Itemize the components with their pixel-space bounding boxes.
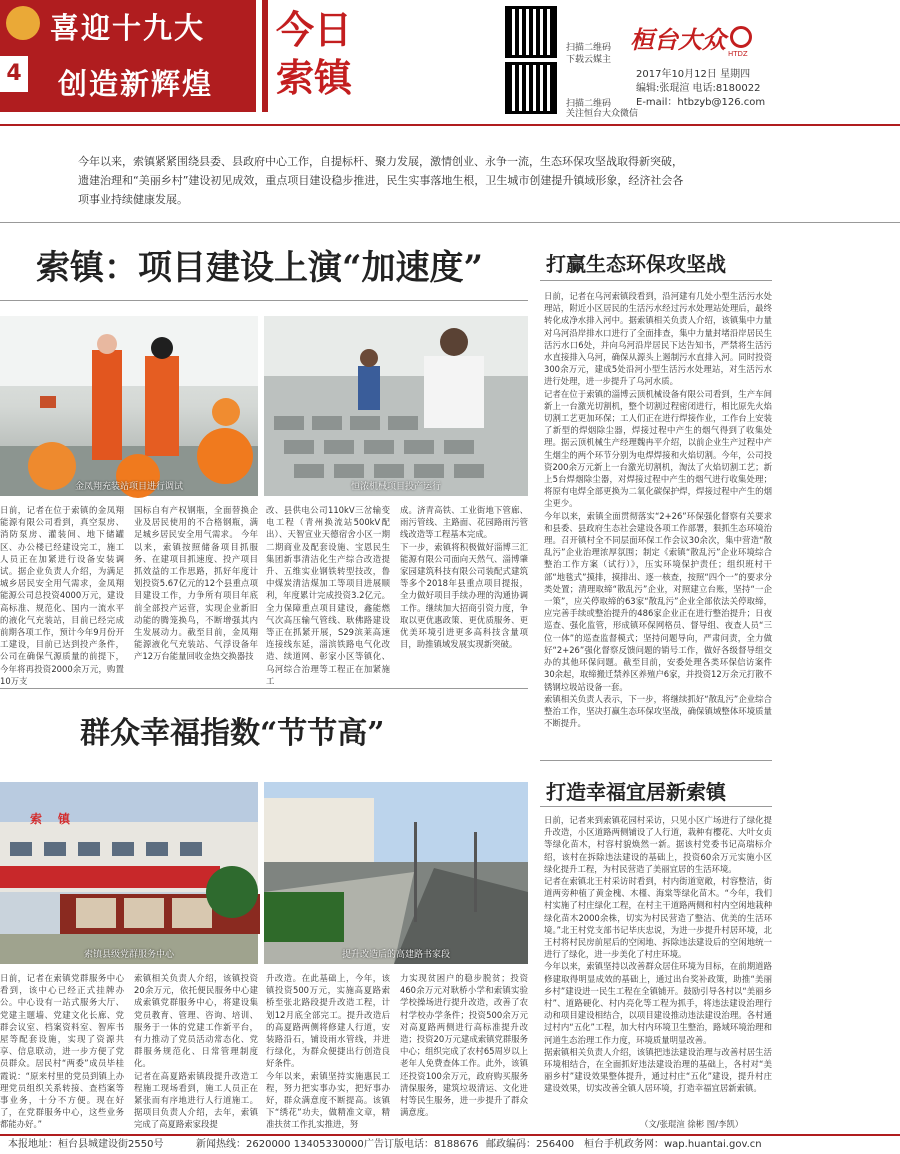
article1-rule bbox=[0, 300, 528, 301]
footer-address: 本报地址：桓台县城建设街2550号 bbox=[8, 1139, 164, 1150]
brand-mark: HTDZ bbox=[728, 50, 748, 58]
article3-photo1 bbox=[0, 782, 258, 964]
slogan-line1: 喜迎十九大 bbox=[50, 11, 206, 45]
qr2-text2: 关注恒台大众微信 bbox=[566, 109, 639, 119]
issue-info bbox=[636, 68, 765, 110]
article4-headline: 打造幸福宜居新索镇 bbox=[546, 780, 726, 804]
article2-rule bbox=[540, 280, 772, 281]
road-photo bbox=[264, 782, 528, 964]
article1-col1: 日前，记者在位于索镇的金凤翔能源有限公司看到，真空泵房、消防泵房、灌装间、地下储罐区、办公楼已经建设完工，施工人员正在加紧进行设备安装调试。据企业负责人介绍，为满足城乡居民安全用气需求，金凤翔能源公司总投资4000万元，建设高标准、规范化、国内一流水平的液化气充装站，目前已经完成前期各项工作，预计今年9月份开工建设，目前已达到投产条件，公司在确保气源质量的前提下，今年将再投资2000余万元，购置10万支 bbox=[0, 505, 124, 686]
qr1-text1: 扫描二维码 bbox=[566, 43, 612, 53]
page-number: 4 bbox=[0, 56, 28, 92]
article1-col4: 成。济青高铁、工业街地下管廊、雨污管线、主路面、花园路雨污管线改造等工程基本完成。 下一步，索镇将积极做好淄博三汇能源有限公司面向天然气、淄博肇家园建筑科技有限公司装配式建筑等多个2018年县重点项目提报，全力做好项目手续办理的沟通协调工作。继续加大招商引资力度，争取以更优惠政策、更优质服务、更优美环境引进更多高科技含量项目，助推镇域发展实现新突破。 bbox=[400, 505, 528, 650]
article4-body: 日前，记者来到索镇花园村采访，只见小区广场进行了绿化提升改造，小区道路两侧铺设了人行道，栽种有樱花、大叶女贞等绿化苗木，村容村貌焕然一新。据该村党委书记高瑞标介绍，该村在拆除违法建设的基础上，投资60余万元实施小区绿化提升工程，为村民营造了美丽宜居的生活环境。 记者在索镇北王村采访时看到，村内街道宽敞，村容整洁，街道两旁种植了黄金槐、木槿、海棠等绿化苗木。“今年，我们村实施了村庄绿化工程，在村主干道路两侧和村内空闲地栽种绿化苗木2000余株，切实为村民营造了整洁、优美的生活环境。”北王村党支部书记毕庆忠说，为进一步提升村居环境，北王村将村民房前屋后的空闲地、拆除违法建设后的空闲地统一进行了绿化，进一步美化了村庄环境。 今年以来，索镇坚持以改善群众居住环境为目标，在前期道路修建取得明显成效的基础上，通过出台奖补政策，助推“美丽乡村”建设进一民生工程在全镇铺开。鼓励引导各村以“美丽乡村”、道路硬化、村内亮化等工程为抓手，将违法建设治理行动和项目建设相结合，以项目建设推动违法建设治理。各村通过村内“五化”工程，加大村内环境卫生整治，路域环境治理和河道生态治理工作力度，环境质量明显改善。 据索镇相关负责人介绍，该镇把违法建设治理与改善村居生活环境相结合，在全面抓好违法建设治理的基础上，各村对“美丽乡村”建设效果整体提升，通过村庄“五化”建设，提升村庄建设效果，切实改善全镇人居环境，打造幸福宜居新索镇。 bbox=[544, 815, 772, 1094]
article4-top-rule bbox=[540, 760, 772, 761]
header-divider bbox=[0, 124, 900, 126]
article1-col2: 国标自有产权钢瓶，全面替换企业及居民使用的不合格钢瓶，满足城乡居民安全用气需求。 今年以来，索镇按照储备项目抓服务、在建项目抓速度、投产项目抓效益的工作思路，抓好年度计划投资5.67亿元的12个县重点项目建设工作，力争所有项目年底前全部投产运营，实现企业新旧动能的腾笼换鸟，不断增强其内生发展动力。截至目前，金凤翔能源液化气充装站、气浮设备年产12万台能量回收金热交换器技 bbox=[134, 505, 258, 662]
footer-mobile-site[interactable]: 桓台手机政务网：wap.huantai.gov.cn bbox=[584, 1139, 762, 1150]
article3-col4: 力实现贫困户的稳步脱贫；投资460余万元对耿桥小学和索镇实验学校操场进行提升改造，改善了农村学校办学条件；投资500余万元对高夏路两侧进行高标准提升改造；投资20万元建成索镇党群服务中心；组织完成了农村65周岁以上老年人免费查体工作。此外，该镇还投资100余万元，政府购买服务清保服务，建筑垃圾清运、文化进村等民生服务，进一步提升了群众满意度。 bbox=[400, 973, 528, 1118]
intro-divider bbox=[0, 222, 900, 223]
article2-headline: 打赢生态环保攻坚战 bbox=[546, 252, 726, 276]
article3-col1: 日前，记者在索镇党群服务中心看到，该中心已经正式挂牌办公。中心设有一站式服务大厅、党建主题墙、党建文化长廊、党群会议室、档案资料室、智库书屋等配套设施，实现了资源共享、信息联动，进一步方便了党员群众。居民村“两委”成员毕桂霞说：“原来村里的党员到镇上办理党员组织关系转接、查档案等事业务，十分不方便。现在好了，在党群服务中心，这些业务都能办好。” bbox=[0, 973, 124, 1130]
slogan-line2: 创造新辉煌 bbox=[58, 67, 214, 101]
article2-body: 日前，记者在乌河索镇段看到，沿河建有几处小型生活污水处理站，附近小区居民的生活污水经过污水处理站处理后，最终转化成净水排入河中。据索镇相关负责人介绍，该镇集中力量对乌河沿岸排水口进行了全面排查，集中力量封堵沿岸居民生活污水口6处，并向乌河沿岸居民下达告知书，严禁将生活污水直接排入乌河，确保从源头上遏制污水直排入河。同时投资300余万元，建成5处沿河小型生活污水处理站，对生活污水进行处理，进一步提升了乌河水质。 记者在位于索镇的淄博云顶机械设备有限公司看到，生产车间新上一台激光切割机，整个切割过程密闭进行，相比原先火焰切割工艺更加环保；工人们正在进行焊接作业，工作台上安装了新型的焊烟除尘器，焊接过程中产生的烟气得到了收集处理。据云顶机械生产经理魏冉平介绍，以前企业生产过程中产生烟尘的两个环节分别为电焊焊接和火焰切割。今年，公司投资200余万元新上一台激光切割机，淘汰了火焰切割工艺；新上5台焊烟除尘器，对焊接过程中产生的烟气进行收集处理；将原有电焊全部更换为二氧化碳保护焊，焊接过程中产生的烟尘更少。 今年以来，索镇全面贯彻落实“2+26”环保强化督察有关要求和县委、县政府生态社会建设各项工作部署，狠抓生态环境治理。召开镇村全不同层面环保工作会议30余次，集中营造“散乱污”企业治理浓厚氛围；制定《索镇“散乱污”企业环境综合整治工作方案（试行）》，压实环境保护责任；组织班村干部“地毯式”摸排，摸排出、逐一核查，按照“四个一”的要求分类处置；清理取缔“散乱污”企业，对照建立台账，坚持“一企一策”，应关停取缔的63家“散乱污”企业全部依法关停取缔，应完善手续或整治提升的486家企业正在进行整治提升；日夜巡查、强化监管，形成镇环保网格员、督导组、夜查人员“三位一体”的巡查监督模式；坚持问题导向，严肃问责，全力做好“2+26”强化督察反馈问题的销号工作，做好各级督导组交办的其他环保问题。截至目前，安委处理各类环保信访案件30余起，取缔搬迁禁养区养殖户6家，并投资12万余元打散不锈钢垃圾站设备一套。 索镇相关负责人表示，下一步，将继续抓好“散乱污”企业综合整治工作，坚决打赢生态环保攻坚战，确保镇域整体环境质量不断提升。 bbox=[544, 291, 772, 729]
article3-top-rule bbox=[0, 688, 528, 689]
article3-photo1-caption: 索镇县级党群服务中心 bbox=[83, 950, 174, 960]
article3-col3: 升改造。在此基础上，今年，该镇投资500万元，实施高夏路索桥至张北路段提升改造工程，计划12月底全部完工。提升改造后的高夏路两侧将修建人行道，安装路沿石，铺设雨水管线，并进行绿化，为群众便捷出行创造良好条件。 今年以来，索镇坚持实施惠民工程，努力把实事办实，把好事办好，群众满意度不断提高。该镇下“绣花”功夫，做精准文章，精准扶贫工作扎实推进，努 bbox=[266, 973, 390, 1130]
qr-code-wechat[interactable] bbox=[505, 62, 557, 114]
newspaper-brand: 桓台大众 bbox=[630, 25, 726, 54]
footer-postcode: 邮政编码：256400 bbox=[486, 1139, 575, 1150]
footer-bar bbox=[0, 1134, 900, 1154]
qr1-text2: 下载云媒主 bbox=[566, 55, 612, 65]
article1-photo2 bbox=[264, 316, 528, 496]
article1-headline: 索镇：项目建设上演“加速度” bbox=[36, 248, 484, 288]
article4-rule bbox=[540, 806, 772, 807]
qr2-text1: 扫描二维码 bbox=[566, 99, 612, 109]
article1-photo2-caption: 恒浓机械项目投产运行 bbox=[350, 482, 441, 492]
footer-news-hotline: 新闻热线：2620000 13405330000 bbox=[196, 1139, 364, 1150]
section-title bbox=[262, 6, 366, 102]
article1-photo1 bbox=[0, 316, 258, 496]
qr-code-app[interactable] bbox=[505, 6, 557, 58]
article3-photo2 bbox=[264, 782, 528, 964]
intro-paragraph: 今年以来，索镇紧紧围绕县委、县政府中心工作，自提标杆、聚力发展，激情创业、永争一流，生态环保攻坚战取得新突破，遗建治理和“美丽乡村”建设初见成效，重点项目建设稳步推进，民生实事落地生根，卫生城市创建提升镇域形象，经济社会各项事业持续健康发展。 bbox=[78, 155, 684, 206]
editor-email[interactable]: E-mail：htbzyb@126.com bbox=[636, 97, 766, 108]
factory-machine-photo bbox=[264, 316, 528, 496]
header-banner bbox=[0, 0, 256, 112]
footer-ad-hotline: 广告订版电话：8188676 bbox=[364, 1139, 479, 1150]
brand-logo-icon bbox=[730, 26, 752, 48]
flower-decoration-icon bbox=[6, 6, 40, 40]
article1-photo1-caption: 金凤翔充装站项目进行调试 bbox=[74, 482, 183, 492]
issue-date: 2017年10月12日 星期四 bbox=[636, 69, 751, 80]
gas-station-photo bbox=[0, 316, 258, 496]
section-title-line2: 索镇 bbox=[275, 55, 352, 100]
article3-col2: 索镇相关负责人介绍，该镇投资20余万元，依托便民服务中心建成索镇党群服务中心，将建设集党员教育、管理、咨询、培训、服务于一体的党建工作新平台，有力推动了党员活动常态化、党群服务规范化、日常管理制度化。 记者在高夏路索镇段提升改造工程施工现场看到，施工人员正在紧张而有序地进行人行道施工。据项目负责人介绍，去年，索镇完成了高夏路索家段提 bbox=[134, 973, 258, 1130]
article3-photo2-caption: 提升改造后的高建路书家段 bbox=[341, 950, 450, 960]
article1-col3: 改、县供电公司110kV三岔输变电工程（青州换流站500kV配出）、天智宣业天德宿舍小区一期二期商业及配套设施、宝恩民生集团新事清洁化生产综合改造提升、五维实业钢铁转型技改，鲁中煤炭清洁煤加工等项目进展顺利，年度累计完成投资3.2亿元。全力保障重点项目建设，鑫能燃气次高压输气管线、耿佛路建设等正在抓紧开展，S29滨莱高速连接线东延，淄滨铁路电气化改造、续道网、彰家小区等镇化、乌河综合治理等工程正在加紧施工 bbox=[266, 505, 390, 686]
article3-headline: 群众幸福指数“节节高” bbox=[80, 716, 385, 751]
section-title-line1: 今日 bbox=[275, 7, 352, 52]
building-sign-text: 索镇 bbox=[30, 812, 87, 826]
editor-info: 编辑:张琨渲 电话:8180022 bbox=[636, 83, 761, 94]
article4-byline: （文/张琨渲 徐彬 图/李凯） bbox=[640, 1119, 744, 1129]
